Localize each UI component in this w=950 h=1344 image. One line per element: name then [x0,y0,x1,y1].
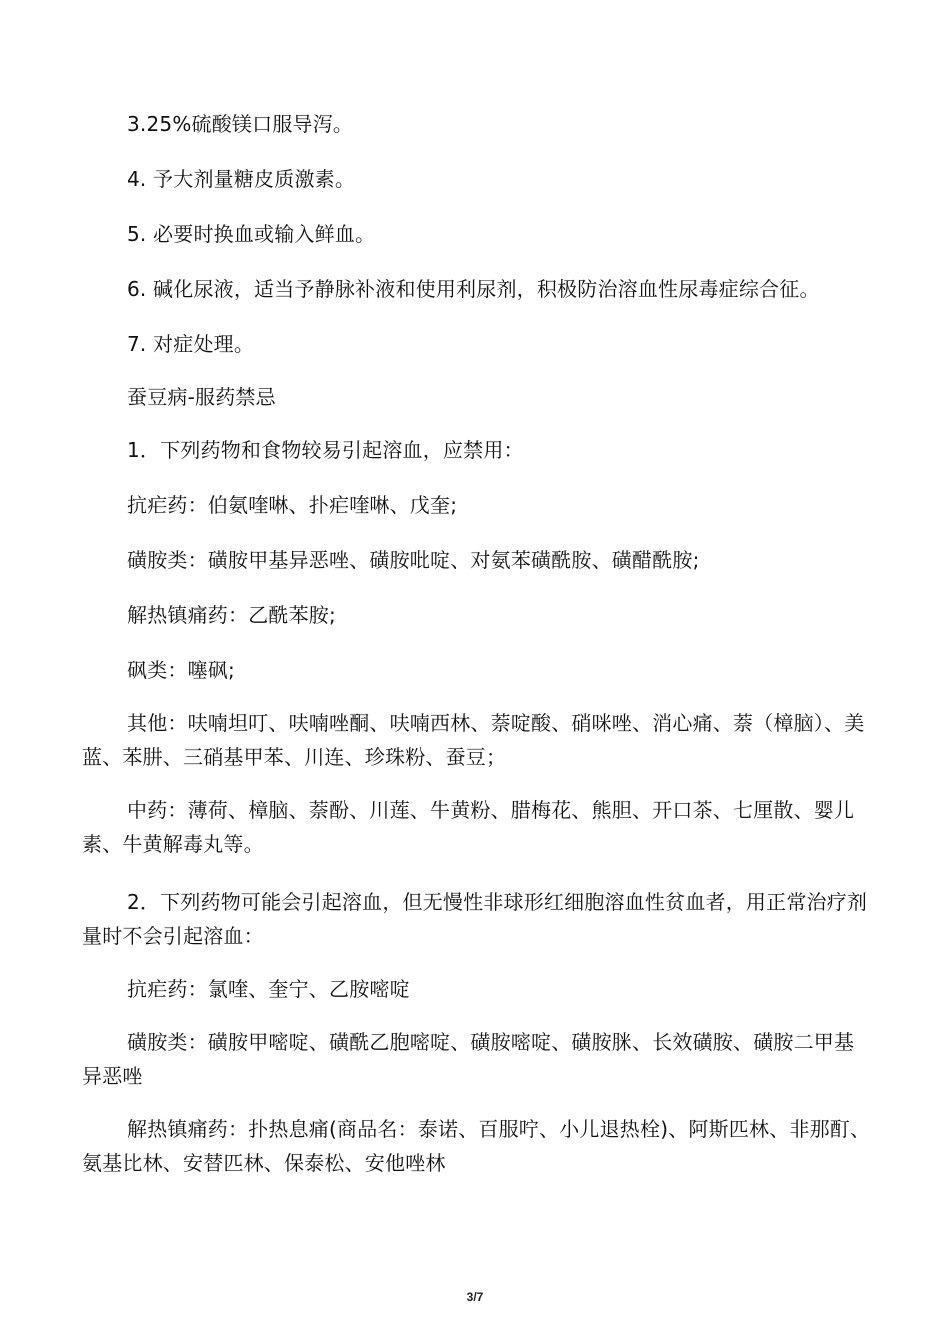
paragraph-antimalarials: 抗疟药：伯氨喹啉、扑疟喹啉、戊奎; [127,493,458,517]
paragraph-list-2-intro: 2．下列药物可能会引起溶血，但无慢性非球形红细胞溶血性贫血者，用正常治疗剂量时不会引起溶血： [82,890,868,948]
paragraph-step-5: 5. 必要时换血或输入鲜血。 [127,222,376,246]
paragraph-chinese-medicine: 中药：薄荷、樟脑、萘酚、川莲、牛黄粉、腊梅花、熊胆、开口茶、七厘散、婴儿素、牛黄解毒丸等。 [82,798,855,856]
paragraph-step-6: 6. 碱化尿液，适当予静脉补液和使用利尿剂，积极防治溶血性尿毒症综合征。 [127,277,820,301]
paragraph-antimalarials-2: 抗疟药：氯喹、奎宁、乙胺嘧啶 [127,977,410,1001]
document-body [82,107,872,1180]
paragraph-sulfonamides: 磺胺类：磺胺甲基异恶唑、磺胺吡啶、对氨苯磺酰胺、磺醋酰胺; [127,548,700,572]
paragraph-others: 其他：呋喃坦叮、呋喃唑酮、呋喃西林、萘啶酸、硝咪唑、消心痛、萘（樟脑）、美蓝、苯肼、三硝基甲苯、川连、珍珠粉、蚕豆； [82,711,865,769]
page-number: 3/7 [466,1290,484,1304]
paragraph-step-4: 4. 予大剂量糖皮质激素。 [127,167,356,191]
paragraph-sulfonamides-2: 磺胺类：磺胺甲嘧啶、磺酰乙胞嘧啶、磺胺嘧啶、磺胺脒、长效磺胺、磺胺二甲基异恶唑 [82,1030,855,1088]
paragraph-list-1-intro: 1．下列药物和食物较易引起溶血，应禁用： [127,438,524,462]
paragraph-analgesics-2: 解热镇痛药：扑热息痛(商品名：泰诺、百服咛、小儿退热栓)、阿斯匹林、非那酊、氨基比林、安替匹林、保泰松、安他唑林 [82,1117,871,1175]
section-heading: 蚕豆病-服药禁忌 [127,385,276,409]
paragraph-sulfones: 砜类：噻砜; [127,658,235,682]
paragraph-analgesics: 解热镇痛药：乙酰苯胺; [127,603,336,627]
paragraph-step-7: 7. 对症处理。 [127,332,255,356]
paragraph-step-3: 3.25%硫酸镁口服导泻。 [127,112,354,136]
